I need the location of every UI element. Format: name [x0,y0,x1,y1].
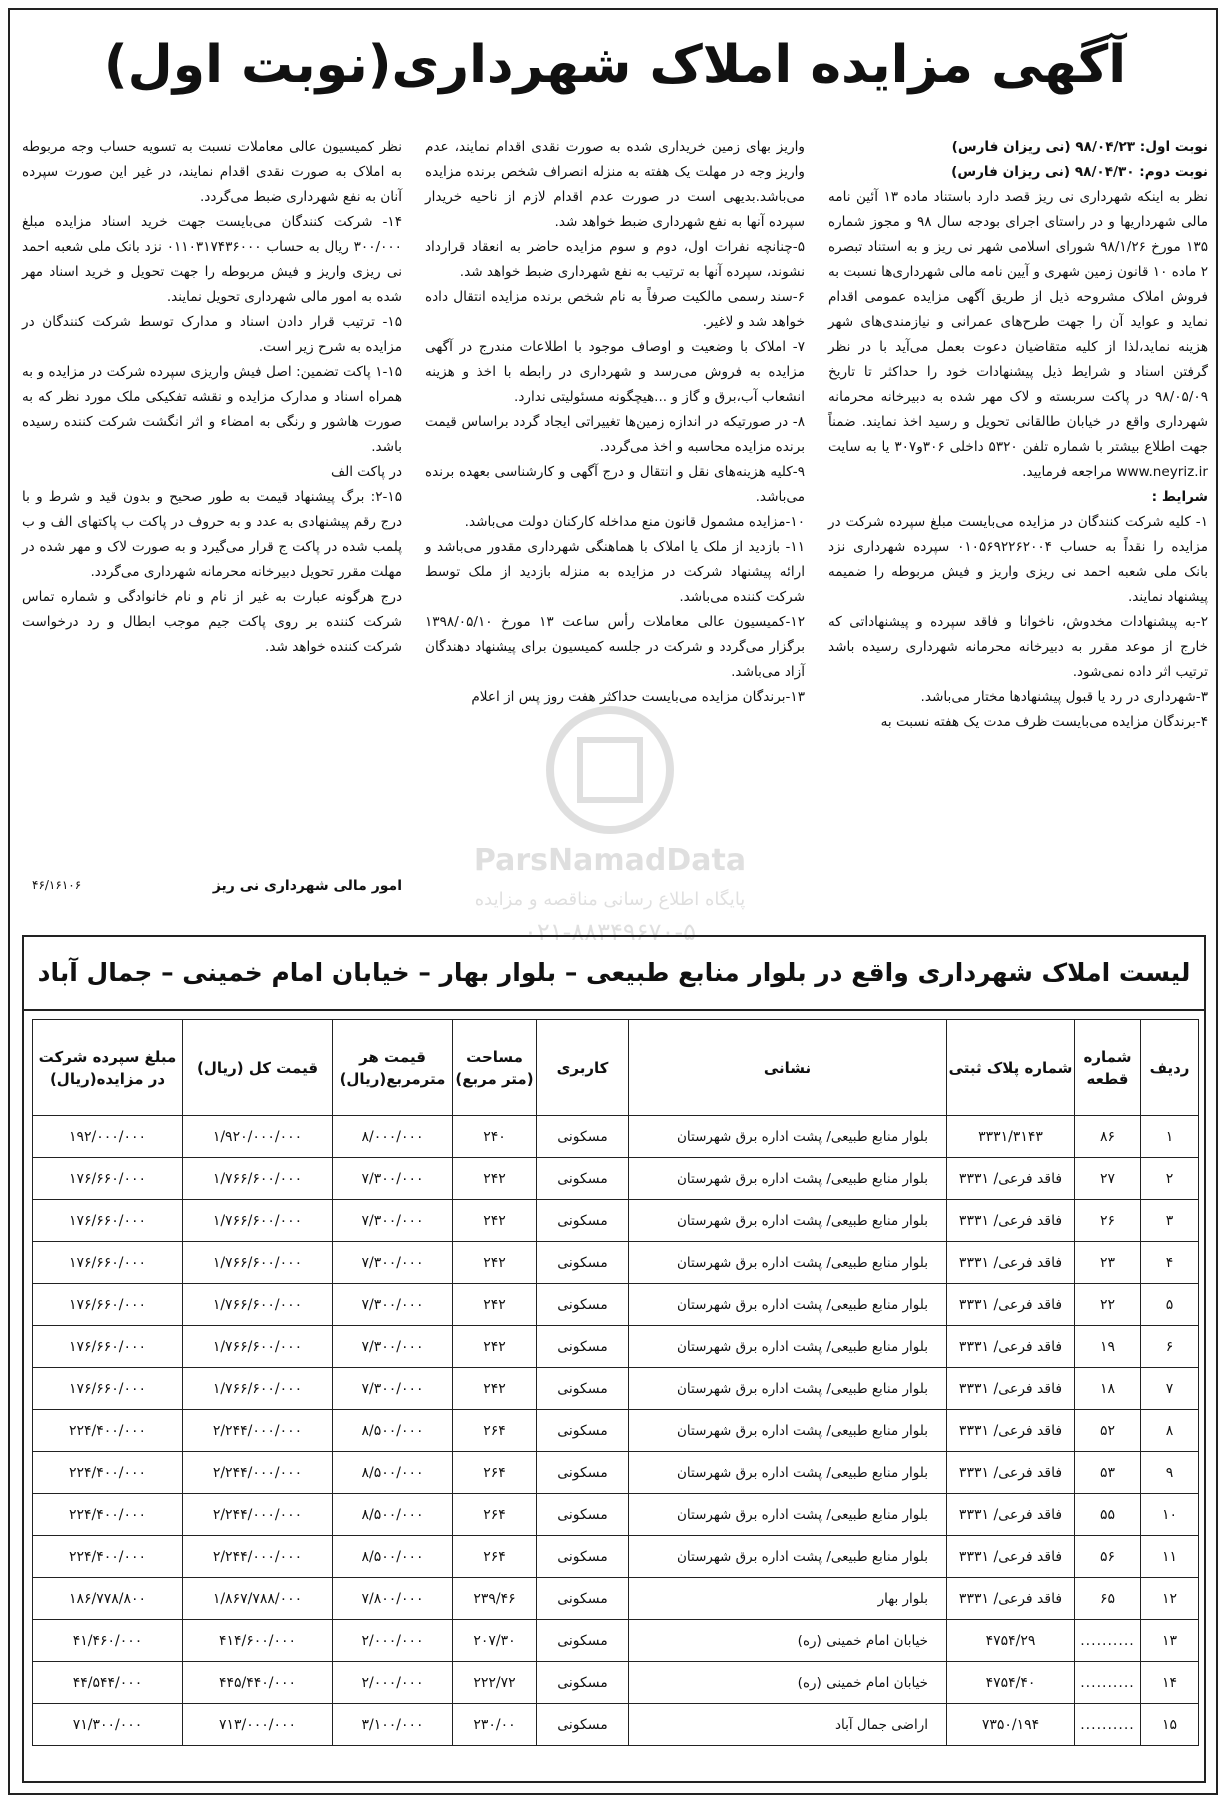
signature-office: امور مالی شهرداری نی ریز [212,878,402,894]
cell-usage: مسکونی [537,1536,629,1578]
table-row [33,1452,1199,1494]
cell-address: بلوار منابع طبیعی/ پشت اداره برق شهرستان [629,1326,947,1368]
condition-15-1-envelope: در پاکت الف [331,464,402,480]
header-price-per-meter: قیمت هر مترمربع(ریال) [333,1020,453,1116]
cell-deposit: ۱۷۶/۶۶۰/۰۰۰ [33,1368,183,1410]
cell-registration-plate: فاقد فرعی/ ۳۳۳۱ [947,1536,1075,1578]
cell-registration-plate: ۴۷۵۴/۲۹ [947,1620,1075,1662]
property-table-title: لیست املاک شهرداری واقع در بلوار منابع طبیعی – بلوار بهار – خیابان امام خمینی – جمال آباد [24,937,1204,1011]
condition-15-1: ۱-۱۵ پاکت تضمین: اصل فیش واریزی سپرده شرکت در مزایده و به همراه اسناد و مدارک مزایده و نقشه تفکیکی ملک مورد نظر که به صورت هاشور و رنگی به امضاء و اثر انگشت شرکت کننده رسیده باشد. [22,364,402,455]
cell-total-price: ۴۱۴/۶۰۰/۰۰۰ [183,1620,333,1662]
table-row [33,1158,1199,1200]
cell-address: بلوار منابع طبیعی/ پشت اداره برق شهرستان [629,1158,947,1200]
table-header-row [33,1020,1199,1116]
intro-paragraph: نظر به اینکه شهرداری نی ریز قصد دارد باستناد ماده ۱۳ آئین نامه مالی شهرداریها و در راستای اجرای بودجه سال ۹۸ و مجوز شماره ۱۳۵ مورخ ۹۸/۱/۲۶ شورای اسلامی شهر نی ریز و به استناد تبصره ۲ ماده ۱۰ قانون زمین شهری و آیین نامه مالی شهرداری‌ها نسبت به فروش املاک مشروحه ذیل از طریق آگهی مزایده عمومی اقدام نماید و عواید آن را جهت طرح‌های عمرانی و نیازمندی‌های شهر هزینه نماید،لذا از کلیه متقاضیان دعوت بعمل می‌آید با در نظر گرفتن اسناد و شرایط ذیل پیشنهادات خود را حداکثر تا تاریخ ۹۸/۰۵/۰۹ در پاکت سربسته و لاک مهر شده به دبیرخانه محرمانه شهرداری واقع در خیابان طالقانی تحویل و رسید اخذ نمایند. ضمناً جهت اطلاع بیشتر با شماره تلفن ۵۳۲۰ داخلی ۳۰۶و۳۰۷ یا به سایت www.neyriz.ir مراجعه فرمایید. [828,189,1208,480]
cell-usage: مسکونی [537,1704,629,1746]
header-deposit: مبلغ سپرده شرکت در مزایده(ریال) [33,1020,183,1116]
table-row [33,1200,1199,1242]
cell-address: خیابان امام خمینی (ره) [629,1662,947,1704]
watermark-circle-icon [550,710,670,830]
table-row [33,1662,1199,1704]
cell-registration-plate: ۴۷۵۴/۴۰ [947,1662,1075,1704]
cell-registration-plate: فاقد فرعی/ ۳۳۳۱ [947,1200,1075,1242]
cell-deposit: ۷۱/۳۰۰/۰۰۰ [33,1704,183,1746]
table-row [33,1578,1199,1620]
watermark-brand: ParsNamadData [473,843,747,878]
cell-area: ۲۴۲ [453,1242,537,1284]
cell-deposit: ۱۷۶/۶۶۰/۰۰۰ [33,1200,183,1242]
cell-row-number: ۱۵ [1141,1704,1199,1746]
cell-address: بلوار منابع طبیعی/ پشت اداره برق شهرستان [629,1116,947,1158]
cell-total-price: ۲/۲۴۴/۰۰۰/۰۰۰ [183,1494,333,1536]
cell-row-number: ۲ [1141,1158,1199,1200]
cell-usage: مسکونی [537,1494,629,1536]
cell-deposit: ۲۲۴/۴۰۰/۰۰۰ [33,1452,183,1494]
condition-3: ۳-شهرداری در رد یا قبول پیشنهادها مختار می‌باشد. [920,689,1208,705]
cell-parcel-number: .......... [1075,1620,1141,1662]
cell-address: بلوار بهار [629,1578,947,1620]
cell-address: بلوار منابع طبیعی/ پشت اداره برق شهرستان [629,1452,947,1494]
cell-area: ۲۶۴ [453,1452,537,1494]
condition-13-cont: نظر کمیسیون عالی معاملات نسبت به تسویه حساب وجه مربوطه به املاک به صورت نقدی اقدام نمایند، در غیر این صورت سپرده آنان به نفع شهرداری ضبط می‌گردد. [22,139,402,205]
cell-registration-plate: فاقد فرعی/ ۳۳۳۱ [947,1242,1075,1284]
cell-deposit: ۱۸۶/۷۷۸/۸۰۰ [33,1578,183,1620]
condition-13: ۱۳-برندگان مزایده می‌بایست حداکثر هفت روز پس از اعلام [471,689,805,705]
cell-row-number: ۱۲ [1141,1578,1199,1620]
cell-price-per-meter: ۳/۱۰۰/۰۰۰ [333,1704,453,1746]
cell-price-per-meter: ۸/۵۰۰/۰۰۰ [333,1410,453,1452]
cell-total-price: ۱/۹۲۰/۰۰۰/۰۰۰ [183,1116,333,1158]
second-round: نوبت دوم: ۹۸/۰۴/۳۰ (نی ریزان فارس) [951,164,1208,180]
cell-usage: مسکونی [537,1452,629,1494]
cell-deposit: ۱۷۶/۶۶۰/۰۰۰ [33,1158,183,1200]
cell-total-price: ۱/۷۶۶/۶۰۰/۰۰۰ [183,1242,333,1284]
table-row [33,1494,1199,1536]
watermark-tagline: پایگاه اطلاع رسانی مناقصه و مزایده [474,889,746,910]
notice-title: آگهی مزایده املاک شهرداری(نوبت اول) [103,35,1127,95]
cell-parcel-number: ۱۸ [1075,1368,1141,1410]
cell-usage: مسکونی [537,1368,629,1410]
header-usage: کاربری [537,1020,629,1116]
first-round: نوبت اول: ۹۸/۰۴/۲۳ (نی ریزان فارس) [951,139,1208,155]
cell-address: اراضی جمال آباد [629,1704,947,1746]
cell-usage: مسکونی [537,1326,629,1368]
header-total-price: قیمت کل (ریال) [183,1020,333,1116]
cell-deposit: ۲۲۴/۴۰۰/۰۰۰ [33,1536,183,1578]
cell-area: ۲۶۴ [453,1410,537,1452]
cell-registration-plate: فاقد فرعی/ ۳۳۳۱ [947,1284,1075,1326]
header-area: مساحت (متر مربع) [453,1020,537,1116]
cell-usage: مسکونی [537,1200,629,1242]
cell-address: بلوار منابع طبیعی/ پشت اداره برق شهرستان [629,1494,947,1536]
cell-deposit: ۴۱/۴۶۰/۰۰۰ [33,1620,183,1662]
cell-row-number: ۴ [1141,1242,1199,1284]
cell-parcel-number: ۶۵ [1075,1578,1141,1620]
cell-parcel-number: ۵۲ [1075,1410,1141,1452]
table-row [33,1116,1199,1158]
cell-price-per-meter: ۸/۵۰۰/۰۰۰ [333,1452,453,1494]
cell-parcel-number: ۲۶ [1075,1200,1141,1242]
table-row [33,1704,1199,1746]
cell-address: بلوار منابع طبیعی/ پشت اداره برق شهرستان [629,1536,947,1578]
watermark-logo [420,700,800,960]
header-address: نشانی [629,1020,947,1116]
cell-parcel-number: ۲۲ [1075,1284,1141,1326]
cell-registration-plate: فاقد فرعی/ ۳۳۳۱ [947,1494,1075,1536]
cell-address: بلوار منابع طبیعی/ پشت اداره برق شهرستان [629,1284,947,1326]
cell-address: بلوار منابع طبیعی/ پشت اداره برق شهرستان [629,1368,947,1410]
condition-8: ۸- در صورتیکه در اندازه زمین‌ها تغییراتی ایجاد گردد براساس قیمت برنده مزایده محاسبه و اخذ می‌گردد. [425,414,805,455]
cell-price-per-meter: ۷/۳۰۰/۰۰۰ [333,1158,453,1200]
cell-total-price: ۱/۷۶۶/۶۰۰/۰۰۰ [183,1200,333,1242]
cell-total-price: ۱/۷۶۶/۶۰۰/۰۰۰ [183,1326,333,1368]
condition-1: ۱- کلیه شرکت کنندگان در مزایده می‌بایست مبلغ سپرده شرکت در مزایده را نقداً به حساب ۰۱۰۵۶۹۲۲۶۲۰۰۴ سپرده شهرداری نزد بانک ملی شعبه احمد نی ریزی واریز و فیش مربوطه را ضمیمه پیشنهاد نمایند. [828,514,1208,605]
cell-area: ۲۶۴ [453,1494,537,1536]
cell-registration-plate: ۷۳۵۰/۱۹۴ [947,1704,1075,1746]
cell-total-price: ۱/۷۶۶/۶۰۰/۰۰۰ [183,1368,333,1410]
cell-usage: مسکونی [537,1158,629,1200]
cell-registration-plate: فاقد فرعی/ ۳۳۳۱ [947,1410,1075,1452]
cell-price-per-meter: ۷/۳۰۰/۰۰۰ [333,1200,453,1242]
cell-row-number: ۱۴ [1141,1662,1199,1704]
cell-parcel-number: ۵۶ [1075,1536,1141,1578]
header-row-number: ردیف [1141,1020,1199,1116]
cell-parcel-number: ۲۷ [1075,1158,1141,1200]
cell-address: بلوار منابع طبیعی/ پشت اداره برق شهرستان [629,1410,947,1452]
cell-parcel-number: ۸۶ [1075,1116,1141,1158]
cell-price-per-meter: ۸/۵۰۰/۰۰۰ [333,1494,453,1536]
condition-11: ۱۱- بازدید از ملک یا املاک با هماهنگی شهرداری مقدور می‌باشد و ارائه پیشنهاد شرکت در مزایده به منزله بازدید از ملک توسط شرکت کننده می‌باشد. [425,539,805,605]
cell-parcel-number: .......... [1075,1704,1141,1746]
table-row [33,1284,1199,1326]
cell-row-number: ۳ [1141,1200,1199,1242]
cell-registration-plate: فاقد فرعی/ ۳۳۳۱ [947,1368,1075,1410]
cell-usage: مسکونی [537,1620,629,1662]
cell-registration-plate: فاقد فرعی/ ۳۳۳۱ [947,1452,1075,1494]
cell-price-per-meter: ۲/۰۰۰/۰۰۰ [333,1662,453,1704]
cell-area: ۲۳۰/۰۰ [453,1704,537,1746]
reference-code: ۴۶/۱۶۱۰۶ [32,878,82,892]
cell-area: ۲۴۲ [453,1200,537,1242]
column-1 [828,135,1208,735]
cell-area: ۲۴۲ [453,1284,537,1326]
cell-area: ۲۲۲/۷۲ [453,1662,537,1704]
watermark-phone: ۰۲۱-۸۸۳۴۹۶۷۰-۵ [523,918,697,946]
condition-15-2: ۲-۱۵: برگ پیشنهاد قیمت به طور صحیح و بدون قید و شرط و با درج رقم پیشنهادی به عدد و به حروف در پاکت ب پاکتهای الف و ب پلمب شده در پاکت ج قرار می‌گیرد و به صورت لاک و مهر شده در مهلت مقرر تحویل دبیرخانه محرمانه شهرداری می‌گردد. [22,489,402,580]
cell-usage: مسکونی [537,1284,629,1326]
cell-registration-plate: ۳۳۳۱/۳۱۴۳ [947,1116,1075,1158]
cell-row-number: ۶ [1141,1326,1199,1368]
cell-total-price: ۷۱۳/۰۰۰/۰۰۰ [183,1704,333,1746]
condition-4: ۴-برندگان مزایده می‌بایست ظرف مدت یک هفته نسبت به [880,714,1208,730]
cell-area: ۲۴۲ [453,1158,537,1200]
cell-registration-plate: فاقد فرعی/ ۳۳۳۱ [947,1326,1075,1368]
cell-deposit: ۱۷۶/۶۶۰/۰۰۰ [33,1326,183,1368]
table-row [33,1326,1199,1368]
cell-address: بلوار منابع طبیعی/ پشت اداره برق شهرستان [629,1242,947,1284]
table-row [33,1410,1199,1452]
header-parcel-number: شماره قطعه [1075,1020,1141,1116]
cell-parcel-number: ۱۹ [1075,1326,1141,1368]
cell-total-price: ۱/۷۶۶/۶۰۰/۰۰۰ [183,1158,333,1200]
cell-total-price: ۲/۲۴۴/۰۰۰/۰۰۰ [183,1410,333,1452]
cell-price-per-meter: ۸/۵۰۰/۰۰۰ [333,1536,453,1578]
property-table-box [22,935,1206,1783]
condition-2: ۲-به پیشنهادات مخدوش، ناخوانا و فاقد سپرده و پیشنهاداتی که خارج از موعد مقرر به دبیرخانه محرمانه شهرداری رسیده باشد ترتیب اثر داده نمی‌شود. [828,614,1208,680]
table-row [33,1536,1199,1578]
condition-14: ۱۴- شرکت کنندگان می‌بایست جهت خرید اسناد مزایده مبلغ ۳۰۰/۰۰۰ ریال به حساب ۰۱۱۰۳۱۷۴۳۶۰۰۰ نزد بانک ملی شعبه احمد نی ریزی واریز و فیش مربوطه را جهت تحویل و خرید اسناد مهر شده به امور مالی شهرداری تحویل نمایند. [22,214,402,305]
condition-10: ۱۰-مزایده مشمول قانون منع مداخله کارکنان دولت می‌باشد. [464,514,805,530]
cell-price-per-meter: ۷/۳۰۰/۰۰۰ [333,1242,453,1284]
cell-total-price: ۱/۷۶۶/۶۰۰/۰۰۰ [183,1284,333,1326]
cell-price-per-meter: ۷/۸۰۰/۰۰۰ [333,1578,453,1620]
cell-price-per-meter: ۷/۳۰۰/۰۰۰ [333,1284,453,1326]
watermark-square-icon [580,740,640,800]
cell-total-price: ۲/۲۴۴/۰۰۰/۰۰۰ [183,1452,333,1494]
table-row [33,1368,1199,1410]
cell-row-number: ۱ [1141,1116,1199,1158]
property-table [32,1019,1199,1746]
condition-12: ۱۲-کمیسیون عالی معاملات رأس ساعت ۱۳ مورخ ۱۳۹۸/۰۵/۱۰ برگزار می‌گردد و شرکت در جلسه کمیسیون برای پیشنهاد دهندگان آزاد می‌باشد. [425,614,805,680]
cell-deposit: ۱۹۲/۰۰۰/۰۰۰ [33,1116,183,1158]
condition-5: ۵-چنانچه نفرات اول، دوم و سوم مزایده حاضر به انعقاد قرارداد نشوند، سپرده آنها به ترتیب به نفع شهرداری ضبط خواهد شد. [425,239,805,280]
cell-area: ۲۴۰ [453,1116,537,1158]
cell-deposit: ۲۲۴/۴۰۰/۰۰۰ [33,1494,183,1536]
cell-deposit: ۱۷۶/۶۶۰/۰۰۰ [33,1284,183,1326]
cell-area: ۲۴۲ [453,1368,537,1410]
cell-total-price: ۱/۸۶۷/۷۸۸/۰۰۰ [183,1578,333,1620]
cell-deposit: ۲۲۴/۴۰۰/۰۰۰ [33,1410,183,1452]
cell-area: ۲۶۴ [453,1536,537,1578]
cell-parcel-number: ۵۳ [1075,1452,1141,1494]
cell-row-number: ۱۰ [1141,1494,1199,1536]
cell-price-per-meter: ۷/۳۰۰/۰۰۰ [333,1368,453,1410]
cell-usage: مسکونی [537,1410,629,1452]
cell-address: خیابان امام خمینی (ره) [629,1620,947,1662]
condition-15-3: درج هرگونه عبارت به غیر از نام و نام خانوادگی و شماره تماس شرکت کننده بر روی پاکت جیم موجب ابطال و رد درخواست شرکت کننده خواهد شد. [22,589,402,655]
cell-area: ۲۰۷/۳۰ [453,1620,537,1662]
header-registration-plate: شماره پلاک ثبتی [947,1020,1075,1116]
conditions-heading: شرایط : [1151,489,1208,505]
cell-price-per-meter: ۲/۰۰۰/۰۰۰ [333,1620,453,1662]
cell-price-per-meter: ۷/۳۰۰/۰۰۰ [333,1326,453,1368]
cell-row-number: ۹ [1141,1452,1199,1494]
cell-row-number: ۸ [1141,1410,1199,1452]
cell-deposit: ۴۴/۵۴۴/۰۰۰ [33,1662,183,1704]
cell-registration-plate: فاقد فرعی/ ۳۳۳۱ [947,1578,1075,1620]
condition-9: ۹-کلیه هزینه‌های نقل و انتقال و درج آگهی و کارشناسی بعهده برنده می‌باشد. [425,464,805,505]
condition-7: ۷- املاک با وضعیت و اوصاف موجود با اطلاعات مندرج در آگهی مزایده به فروش می‌رسد و شهرداری در رابطه با اخذ و هزینه انشعاب آب،برق و گاز و ...هیچگونه مسئولیتی ندارد. [425,339,805,405]
cell-row-number: ۱۱ [1141,1536,1199,1578]
cell-row-number: ۱۳ [1141,1620,1199,1662]
condition-15: ۱۵- ترتیب قرار دادن اسناد و مدارک توسط شرکت کنندگان در مزایده به شرح زیر است. [22,314,402,355]
cell-row-number: ۷ [1141,1368,1199,1410]
cell-deposit: ۱۷۶/۶۶۰/۰۰۰ [33,1242,183,1284]
condition-4-cont: واریز بهای زمین خریداری شده به صورت نقدی اقدام نمایند، عدم واریز وجه در مهلت یک هفته به منزله انصراف شخص برنده مزایده می‌باشد.بدیهی است در صورت عدم اقدام لازم از ناحیه خریدار سپرده آنها به نفع شهرداری ضبط خواهد شد. [425,139,805,230]
table-row [33,1242,1199,1284]
cell-usage: مسکونی [537,1242,629,1284]
condition-6: ۶-سند رسمی مالکیت صرفاً به نام شخص برنده مزایده انتقال داده خواهد شد و لاغیر. [425,289,805,330]
column-2 [425,135,805,710]
cell-total-price: ۲/۲۴۴/۰۰۰/۰۰۰ [183,1536,333,1578]
cell-usage: مسکونی [537,1662,629,1704]
cell-usage: مسکونی [537,1116,629,1158]
column-3 [22,135,402,660]
cell-parcel-number: ۵۵ [1075,1494,1141,1536]
cell-parcel-number: ۲۳ [1075,1242,1141,1284]
table-row [33,1620,1199,1662]
cell-usage: مسکونی [537,1578,629,1620]
cell-area: ۲۳۹/۴۶ [453,1578,537,1620]
cell-area: ۲۴۲ [453,1326,537,1368]
cell-parcel-number: .......... [1075,1662,1141,1704]
cell-total-price: ۴۴۵/۴۴۰/۰۰۰ [183,1662,333,1704]
table-body [33,1116,1199,1746]
cell-price-per-meter: ۸/۰۰۰/۰۰۰ [333,1116,453,1158]
signature-block [22,878,402,902]
cell-row-number: ۵ [1141,1284,1199,1326]
cell-registration-plate: فاقد فرعی/ ۳۳۳۱ [947,1158,1075,1200]
cell-address: بلوار منابع طبیعی/ پشت اداره برق شهرستان [629,1200,947,1242]
